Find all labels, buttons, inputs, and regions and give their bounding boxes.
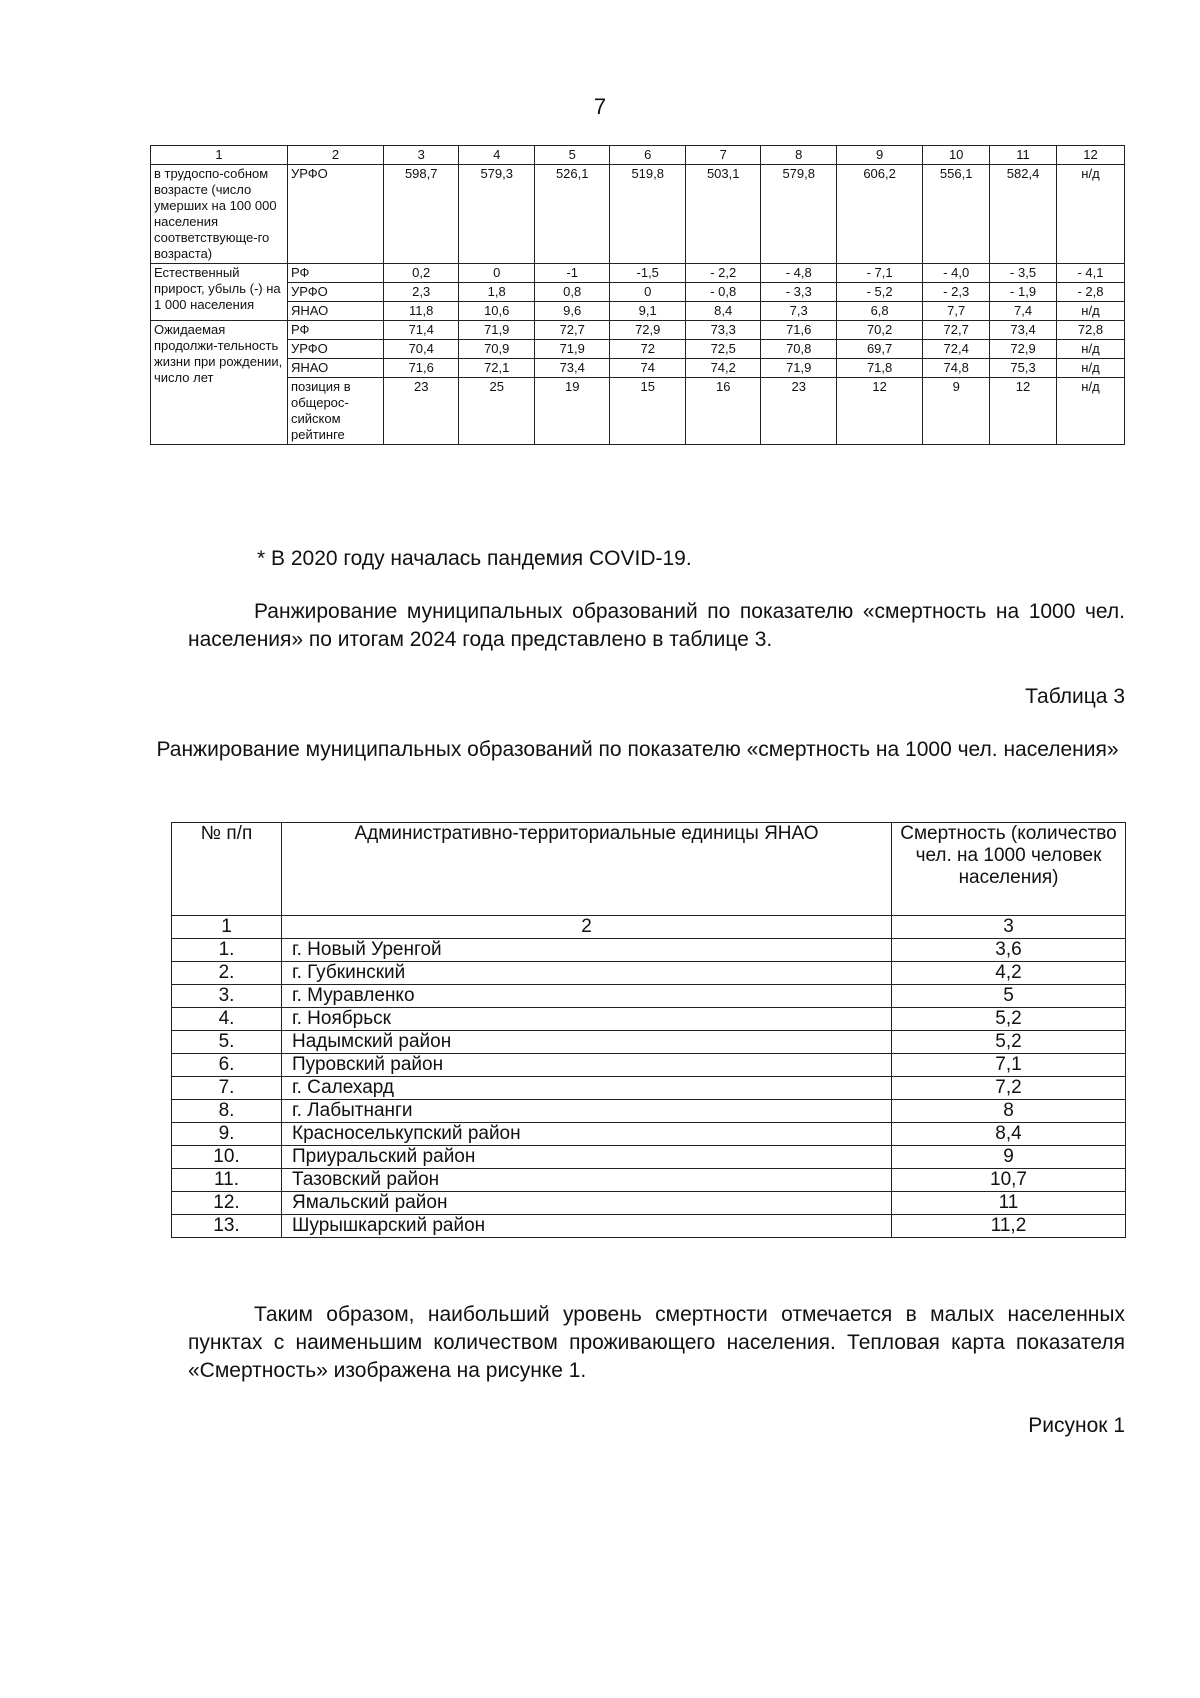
stats-value: 71,8 [836, 359, 922, 378]
stats-value: 72,5 [685, 340, 761, 359]
stats-value: - 3,3 [761, 283, 837, 302]
stats-value: 526,1 [534, 165, 610, 264]
stats-value: 72,1 [459, 359, 535, 378]
ranking-num: 8. [172, 1100, 282, 1123]
stats-value: 556,1 [923, 165, 990, 264]
stats-group-label: Естественный прирост, убыль (-) на 1 000 населения [151, 264, 288, 321]
stats-value: 606,2 [836, 165, 922, 264]
stats-value: - 0,8 [685, 283, 761, 302]
stats-value: н/д [1056, 165, 1124, 264]
stats-value: 0 [610, 283, 686, 302]
stats-value: 72,8 [1056, 321, 1124, 340]
stats-value: 74,8 [923, 359, 990, 378]
stats-value: - 4,1 [1056, 264, 1124, 283]
stats-colnum: 8 [761, 146, 837, 165]
stats-row [151, 283, 1125, 302]
ranking-row [172, 1100, 1126, 1123]
stats-row [151, 359, 1125, 378]
stats-value: - 3,5 [990, 264, 1057, 283]
ranking-mortality-value: 8,4 [892, 1123, 1126, 1146]
ranking-num: 12. [172, 1192, 282, 1215]
stats-colnum: 1 [151, 146, 288, 165]
stats-value: -1 [534, 264, 610, 283]
stats-colnum: 2 [287, 146, 383, 165]
ranking-row [172, 1192, 1126, 1215]
ranking-header-row [172, 823, 1126, 916]
ranking-unit-name: Красноселькупский район [282, 1123, 892, 1146]
ranking-row [172, 962, 1126, 985]
ranking-num: 1. [172, 939, 282, 962]
stats-value: 73,3 [685, 321, 761, 340]
table3-label: Таблица 3 [1025, 685, 1125, 708]
stats-value: 579,8 [761, 165, 837, 264]
stats-value: 16 [685, 378, 761, 445]
stats-value: 72,9 [990, 340, 1057, 359]
ranking-row [172, 1054, 1126, 1077]
stats-region: УРФО [287, 165, 383, 264]
ranking-mortality-value: 5,2 [892, 1031, 1126, 1054]
stats-value: 12 [836, 378, 922, 445]
stats-value: 23 [383, 378, 459, 445]
stats-colnum: 6 [610, 146, 686, 165]
stats-value: - 2,3 [923, 283, 990, 302]
stats-row [151, 378, 1125, 445]
stats-value: 71,6 [761, 321, 837, 340]
ranking-unit-name: Приуральский район [282, 1146, 892, 1169]
ranking-mortality-value: 8 [892, 1100, 1126, 1123]
ranking-num: 4. [172, 1008, 282, 1031]
stats-value: 7,3 [761, 302, 837, 321]
ranking-row [172, 1031, 1126, 1054]
figure-label: Рисунок 1 [1028, 1414, 1125, 1437]
stats-value: - 7,1 [836, 264, 922, 283]
header-mortality: Смертность (количество чел. на 1000 человек населения) [892, 823, 1126, 916]
stats-colnum: 4 [459, 146, 535, 165]
stats-value: н/д [1056, 340, 1124, 359]
stats-value: 9 [923, 378, 990, 445]
stats-value: 70,4 [383, 340, 459, 359]
stats-value: 1,8 [459, 283, 535, 302]
ranking-num: 9. [172, 1123, 282, 1146]
ranking-mortality-value: 5 [892, 985, 1126, 1008]
header-num: № п/п [172, 823, 282, 916]
ranking-unit-name: Надымский район [282, 1031, 892, 1054]
stats-value: 71,9 [761, 359, 837, 378]
stats-region: ЯНАО [287, 359, 383, 378]
ranking-unit-name: Шурышкарский район [282, 1215, 892, 1238]
ranking-row [172, 1077, 1126, 1100]
ranking-mortality-value: 5,2 [892, 1008, 1126, 1031]
ranking-unit-name: Тазовский район [282, 1169, 892, 1192]
stats-row [151, 340, 1125, 359]
ranking-mortality-value: 10,7 [892, 1169, 1126, 1192]
stats-value: - 2,2 [685, 264, 761, 283]
colnum-2: 2 [282, 916, 892, 939]
ranking-unit-name: г. Муравленко [282, 985, 892, 1008]
colnum-1: 1 [172, 916, 282, 939]
stats-value: 72,9 [610, 321, 686, 340]
stats-row [151, 264, 1125, 283]
stats-region: РФ [287, 321, 383, 340]
stats-value: 11,8 [383, 302, 459, 321]
paragraph-2: Таким образом, наибольший уровень смертности отмечается в малых населенных пунктах с наименьшим количеством проживающего населения. Тепловая карта показателя «Смертность» изображена на рисунке 1. [188, 1303, 1125, 1382]
ranking-unit-name: Пуровский район [282, 1054, 892, 1077]
stats-value: 0,8 [534, 283, 610, 302]
stats-value: 7,7 [923, 302, 990, 321]
stats-value: 10,6 [459, 302, 535, 321]
header-unit: Административно-территориальные единицы ЯНАО [282, 823, 892, 916]
ranking-row [172, 985, 1126, 1008]
stats-colnum: 10 [923, 146, 990, 165]
stats-value: - 4,8 [761, 264, 837, 283]
stats-value: 70,8 [761, 340, 837, 359]
stats-value: н/д [1056, 378, 1124, 445]
stats-colnum: 5 [534, 146, 610, 165]
ranking-num: 7. [172, 1077, 282, 1100]
stats-row [151, 321, 1125, 340]
ranking-row [172, 1123, 1126, 1146]
stats-value: 6,8 [836, 302, 922, 321]
ranking-mortality-value: 11 [892, 1192, 1126, 1215]
stats-value: -1,5 [610, 264, 686, 283]
stats-colnum: 9 [836, 146, 922, 165]
stats-region: УРФО [287, 283, 383, 302]
ranking-unit-name: г. Ноябрьск [282, 1008, 892, 1031]
colnum-3: 3 [892, 916, 1126, 939]
stats-value: 69,7 [836, 340, 922, 359]
ranking-num: 2. [172, 962, 282, 985]
stats-value: 72,4 [923, 340, 990, 359]
ranking-row [172, 1215, 1126, 1238]
stats-value: 9,6 [534, 302, 610, 321]
stats-value: - 1,9 [990, 283, 1057, 302]
stats-row [151, 302, 1125, 321]
stats-value: 71,6 [383, 359, 459, 378]
stats-value: 15 [610, 378, 686, 445]
stats-value: 72,7 [923, 321, 990, 340]
paragraph-1: Ранжирование муниципальных образований по показателю «смертность на 1000 чел. населения» по итогам 2024 года представлено в таблице 3. [188, 600, 1125, 651]
ranking-mortality-value: 3,6 [892, 939, 1126, 962]
stats-value: 0 [459, 264, 535, 283]
ranking-num: 5. [172, 1031, 282, 1054]
stats-colnum: 7 [685, 146, 761, 165]
stats-value: 23 [761, 378, 837, 445]
stats-value: 71,9 [459, 321, 535, 340]
stats-value: 71,9 [534, 340, 610, 359]
stats-value: 72,7 [534, 321, 610, 340]
ranking-num: 6. [172, 1054, 282, 1077]
stats-value: 74,2 [685, 359, 761, 378]
stats-group-label: Ожидаемая продолжи-тельность жизни при рождении, число лет [151, 321, 288, 445]
ranking-num: 3. [172, 985, 282, 1008]
ranking-unit-name: Ямальский район [282, 1192, 892, 1215]
stats-value: 70,2 [836, 321, 922, 340]
stats-value: 7,4 [990, 302, 1057, 321]
ranking-row [172, 1169, 1126, 1192]
ranking-mortality-value: 7,1 [892, 1054, 1126, 1077]
stats-value: - 4,0 [923, 264, 990, 283]
stats-group-label: в трудоспо-собном возрасте (число умерших на 100 000 населения соответствующе-го возраста) [151, 165, 288, 264]
ranking-row [172, 1008, 1126, 1031]
stats-value: - 5,2 [836, 283, 922, 302]
stats-region: УРФО [287, 340, 383, 359]
stats-colnum: 11 [990, 146, 1057, 165]
ranking-mortality-value: 4,2 [892, 962, 1126, 985]
stats-value: 74 [610, 359, 686, 378]
ranking-table [171, 822, 1126, 1238]
ranking-unit-name: г. Салехард [282, 1077, 892, 1100]
stats-value: 71,4 [383, 321, 459, 340]
stats-value: 19 [534, 378, 610, 445]
stats-value: н/д [1056, 302, 1124, 321]
stats-value: 579,3 [459, 165, 535, 264]
stats-region: позиция в общерос-сийском рейтинге [287, 378, 383, 445]
ranking-unit-name: г. Новый Уренгой [282, 939, 892, 962]
ranking-colnum-row [172, 916, 1126, 939]
stats-value: 70,9 [459, 340, 535, 359]
footnote: * В 2020 году началась пандемия COVID-19. [257, 547, 692, 570]
stats-region: ЯНАО [287, 302, 383, 321]
ranking-num: 10. [172, 1146, 282, 1169]
stats-value: 12 [990, 378, 1057, 445]
ranking-unit-name: г. Губкинский [282, 962, 892, 985]
stats-value: 73,4 [534, 359, 610, 378]
stats-table [150, 145, 1125, 445]
stats-colnum-row [151, 146, 1125, 165]
stats-region: РФ [287, 264, 383, 283]
stats-colnum: 12 [1056, 146, 1124, 165]
ranking-row [172, 939, 1126, 962]
ranking-row [172, 1146, 1126, 1169]
stats-value: 582,4 [990, 165, 1057, 264]
stats-value: 0,2 [383, 264, 459, 283]
stats-value: 519,8 [610, 165, 686, 264]
stats-value: 598,7 [383, 165, 459, 264]
stats-row [151, 165, 1125, 264]
stats-value: - 2,8 [1056, 283, 1124, 302]
ranking-mortality-value: 7,2 [892, 1077, 1126, 1100]
stats-colnum: 3 [383, 146, 459, 165]
ranking-num: 11. [172, 1169, 282, 1192]
ranking-num: 13. [172, 1215, 282, 1238]
stats-value: 9,1 [610, 302, 686, 321]
stats-value: 2,3 [383, 283, 459, 302]
stats-value: 72 [610, 340, 686, 359]
table3-title: Ранжирование муниципальных образований по показателю «смертность на 1000 чел. населения» [156, 738, 1119, 761]
ranking-mortality-value: 11,2 [892, 1215, 1126, 1238]
ranking-unit-name: г. Лабытнанги [282, 1100, 892, 1123]
ranking-mortality-value: 9 [892, 1146, 1126, 1169]
stats-value: 8,4 [685, 302, 761, 321]
stats-value: 25 [459, 378, 535, 445]
stats-value: н/д [1056, 359, 1124, 378]
stats-value: 503,1 [685, 165, 761, 264]
stats-value: 75,3 [990, 359, 1057, 378]
stats-value: 73,4 [990, 321, 1057, 340]
page-number: 7 [593, 94, 607, 119]
